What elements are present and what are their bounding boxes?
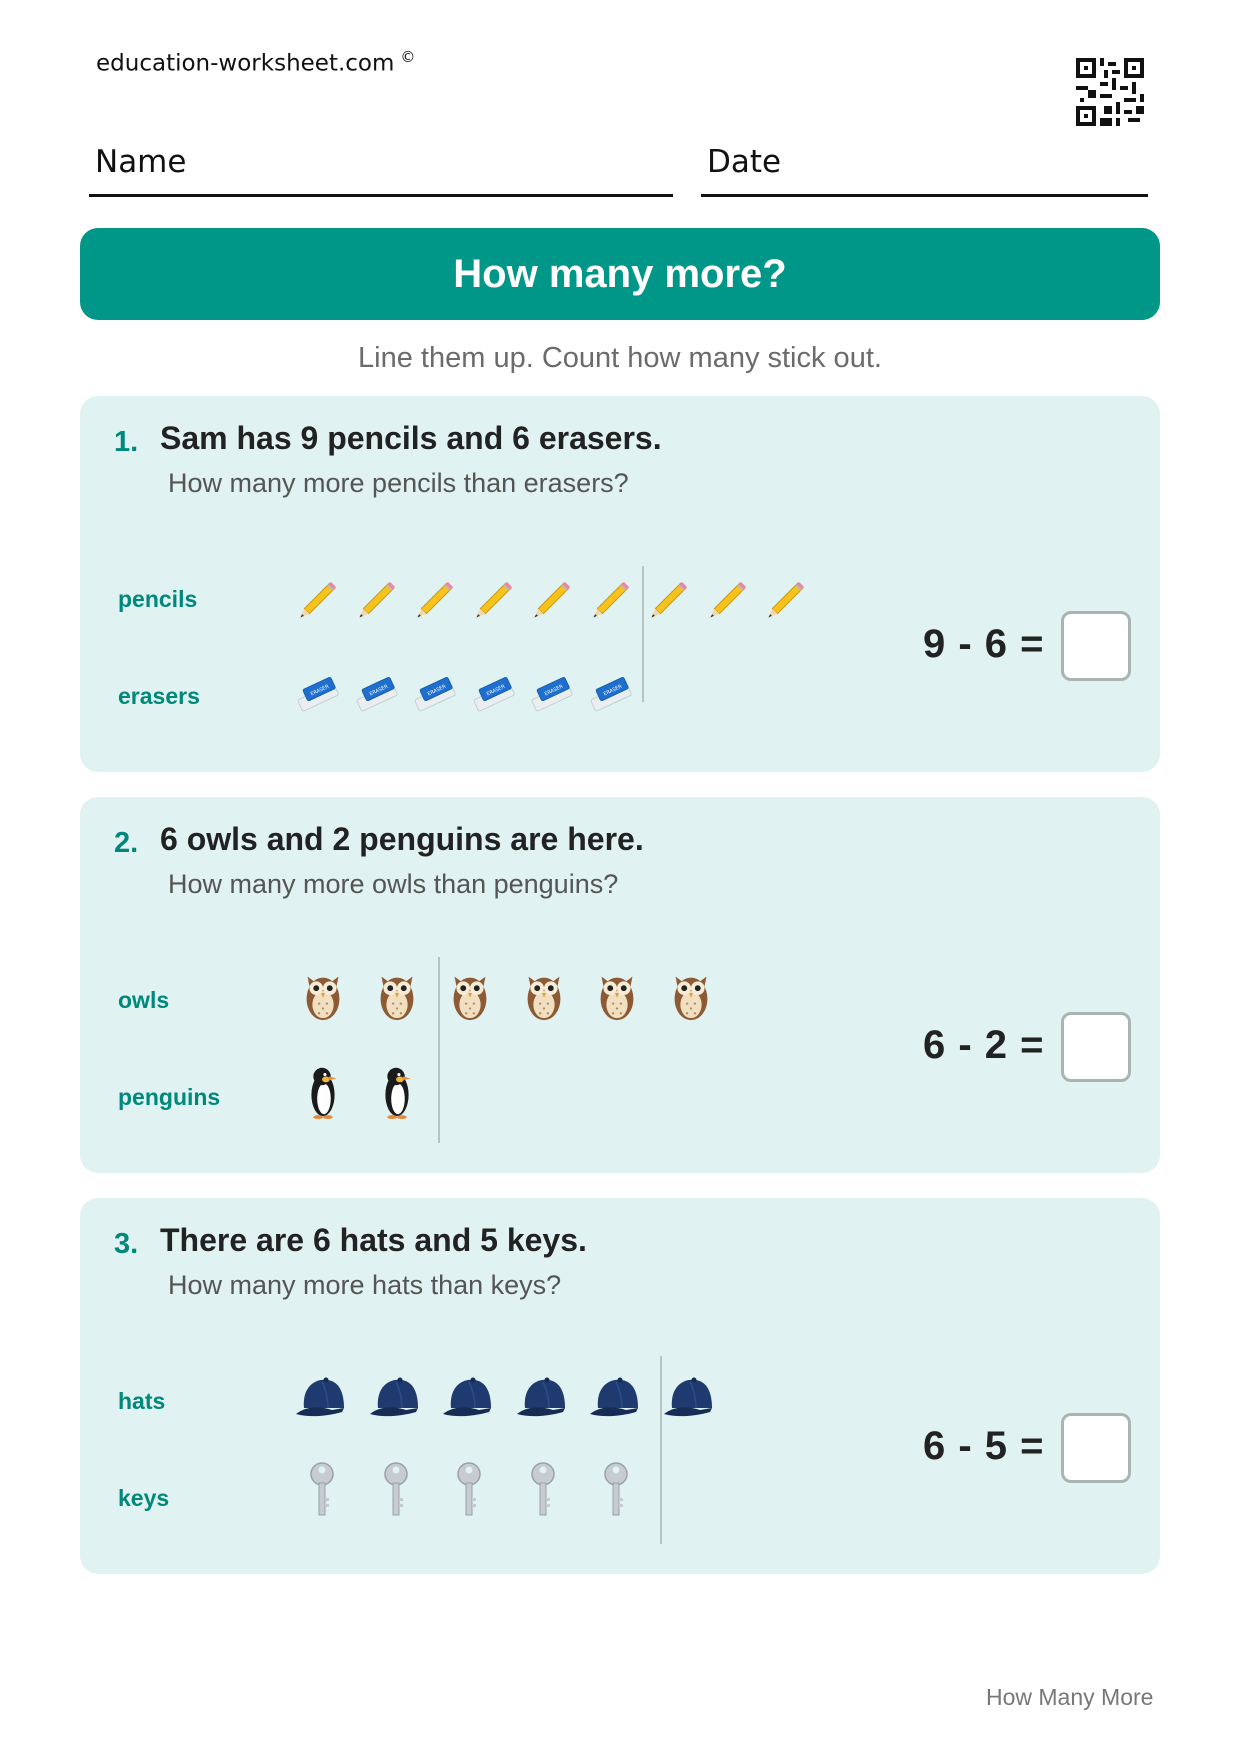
eraser-icon bbox=[407, 668, 461, 722]
problem-question: 6 owls and 2 penguins are here. bbox=[160, 821, 644, 857]
svg-text:ERASER: ERASER bbox=[602, 683, 623, 698]
row-label: owls bbox=[118, 987, 170, 1013]
owl-icon bbox=[588, 965, 646, 1023]
footer-title: How Many More bbox=[986, 1684, 1154, 1710]
problem-ask: How many more pencils than erasers? bbox=[168, 468, 629, 498]
pencil-icon bbox=[524, 574, 578, 628]
key-icon bbox=[586, 1460, 646, 1520]
cap-icon bbox=[586, 1368, 646, 1428]
eraser-icon bbox=[583, 668, 637, 722]
cap-icon bbox=[660, 1368, 720, 1428]
problem-number: 2. bbox=[114, 827, 139, 859]
pencil-icon bbox=[407, 574, 461, 628]
key-icon bbox=[292, 1460, 352, 1520]
equation: 6 - 5 = bbox=[923, 1424, 1045, 1468]
svg-text:ERASER: ERASER bbox=[368, 683, 389, 698]
title-banner bbox=[80, 228, 1160, 320]
eraser-icon bbox=[290, 668, 344, 722]
problem-number: 3. bbox=[114, 1228, 139, 1260]
pencil-icon bbox=[583, 574, 637, 628]
svg-text:ERASER: ERASER bbox=[426, 683, 447, 698]
owl-icon bbox=[294, 965, 352, 1023]
problem-number: 1. bbox=[114, 426, 139, 458]
pencil-icon bbox=[641, 574, 695, 628]
equation: 6 - 2 = bbox=[923, 1023, 1045, 1067]
equation: 9 - 6 = bbox=[923, 622, 1045, 666]
owl-icon bbox=[441, 965, 499, 1023]
match-divider bbox=[438, 957, 440, 1143]
page-title: How many more? bbox=[453, 251, 787, 296]
owl-icon bbox=[662, 965, 720, 1023]
problem-card-3 bbox=[80, 1198, 1160, 1574]
pencil-icon bbox=[290, 574, 344, 628]
answer-box[interactable] bbox=[1061, 1012, 1131, 1082]
pencil-icon bbox=[758, 574, 812, 628]
row-label: hats bbox=[118, 1388, 166, 1414]
problem-card-1 bbox=[80, 396, 1160, 772]
pencil-icon bbox=[349, 574, 403, 628]
pencil-icon bbox=[700, 574, 754, 628]
key-icon bbox=[439, 1460, 499, 1520]
cap-icon bbox=[513, 1368, 573, 1428]
problem-question: Sam has 9 pencils and 6 erasers. bbox=[160, 420, 662, 456]
problem-card-2 bbox=[80, 797, 1160, 1173]
svg-text:ERASER: ERASER bbox=[309, 683, 330, 698]
row-label: pencils bbox=[118, 586, 198, 612]
svg-text:ERASER: ERASER bbox=[485, 683, 506, 698]
problem-question: There are 6 hats and 5 keys. bbox=[160, 1222, 587, 1258]
date-field[interactable]: Date bbox=[701, 140, 1148, 197]
cap-icon bbox=[292, 1368, 352, 1428]
key-icon bbox=[513, 1460, 573, 1520]
problem-ask: How many more owls than penguins? bbox=[168, 869, 619, 899]
owl-icon bbox=[368, 965, 426, 1023]
problem-ask: How many more hats than keys? bbox=[168, 1270, 562, 1300]
cap-icon bbox=[366, 1368, 426, 1428]
qr-code-icon bbox=[1076, 58, 1144, 126]
answer-box[interactable] bbox=[1061, 1413, 1131, 1483]
eraser-icon bbox=[466, 668, 520, 722]
penguin-icon bbox=[294, 1062, 352, 1120]
pencil-icon bbox=[466, 574, 520, 628]
row-label: erasers bbox=[118, 683, 200, 709]
name-field[interactable]: Name bbox=[89, 140, 673, 197]
cap-icon bbox=[439, 1368, 499, 1428]
instruction-text: Line them up. Count how many stick out. bbox=[358, 342, 882, 374]
eraser-icon bbox=[349, 668, 403, 722]
row-label: penguins bbox=[118, 1084, 221, 1110]
answer-box[interactable] bbox=[1061, 611, 1131, 681]
eraser-icon bbox=[524, 668, 578, 722]
site-url: education-worksheet.com © bbox=[96, 48, 416, 77]
owl-icon bbox=[515, 965, 573, 1023]
svg-text:ERASER: ERASER bbox=[543, 683, 564, 698]
penguin-icon bbox=[368, 1062, 426, 1120]
key-icon bbox=[366, 1460, 426, 1520]
row-label: keys bbox=[118, 1485, 170, 1511]
